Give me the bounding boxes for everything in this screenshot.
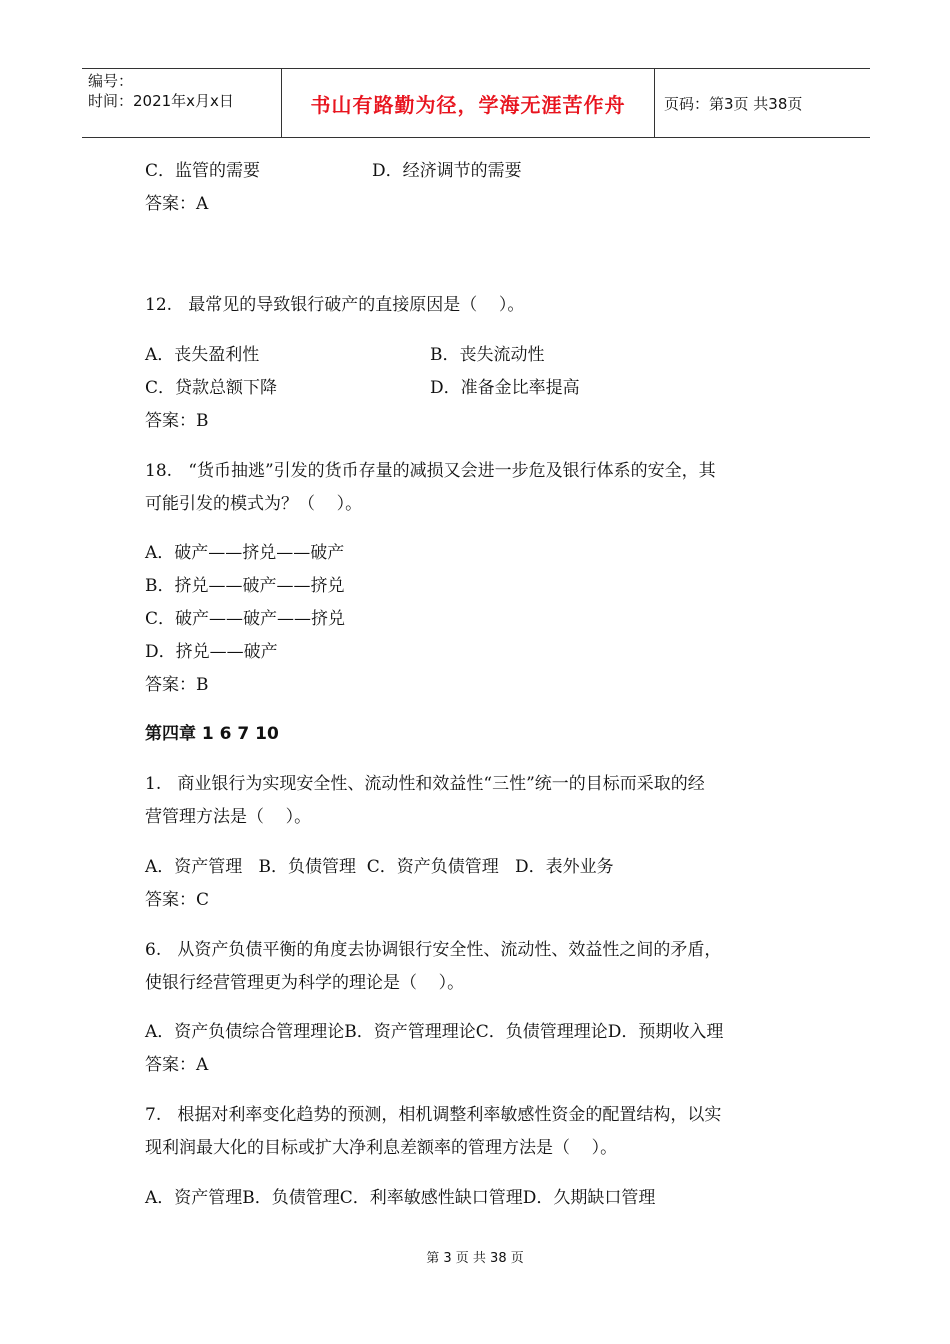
option-b: B．丧失流动性 [430, 345, 545, 365]
option-c: C．监管的需要 [145, 161, 261, 181]
answer: 答案：B [145, 675, 209, 695]
page-footer: 第 3 页 共 38 页 [426, 1251, 524, 1266]
question-stem-line2: 可能引发的模式为？（ ）。 [145, 494, 363, 514]
option-a: A．破产——挤兑——破产 [145, 543, 345, 563]
answer: 答案：C [145, 890, 210, 910]
chapter-heading: 第四章 1 6 7 10 [145, 724, 279, 744]
question-stem-line1: 18. “货币抽逃”引发的货币存量的减损又会进一步危及银行体系的安全，其 [145, 461, 716, 481]
answer: 答案：A [145, 194, 209, 214]
question-stem-line1: 1. 商业银行为实现安全性、流动性和效益性“三性”统一的目标而采取的经 [145, 774, 705, 794]
page-header [82, 68, 870, 138]
time-label: 时间：2021年x月x日 [88, 92, 234, 110]
header-info-cell [82, 69, 282, 137]
option-b: B．挤兑——破产——挤兑 [145, 576, 345, 596]
option-c: C．贷款总额下降 [145, 378, 278, 398]
option-d: D．经济调节的需要 [372, 161, 522, 181]
option-d: D．挤兑——破产 [145, 642, 278, 662]
number-label: 编号： [88, 72, 134, 90]
question-stem-line1: 7. 根据对利率变化趋势的预测，相机调整利率敏感性资金的配置结构，以实 [145, 1105, 722, 1125]
options: A．资产管理 B．负债管理 C．资产负债管理 D．表外业务 [145, 857, 614, 877]
question-stem-line2: 使银行经营管理更为科学的理论是（ ）。 [145, 973, 465, 993]
option-a: A．丧失盈利性 [145, 345, 260, 365]
question-stem: 12. 最常见的导致银行破产的直接原因是（ ）。 [145, 295, 525, 315]
options: A．资产负债综合管理理论B．资产管理理论C．负债管理理论D．预期收入理 [145, 1022, 724, 1042]
answer: 答案：B [145, 411, 209, 431]
options: A．资产管理B．负债管理C．利率敏感性缺口管理D．久期缺口管理 [145, 1188, 656, 1208]
motto: 书山有路勤为径，学海无涯苦作舟 [282, 69, 655, 137]
option-d: D．准备金比率提高 [430, 378, 580, 398]
page-info: 页码：第3页 共38页 [664, 94, 803, 113]
question-stem-line1: 6. 从资产负债平衡的角度去协调银行安全性、流动性、效益性之间的矛盾， [145, 940, 722, 960]
option-c: C．破产——破产——挤兑 [145, 609, 346, 629]
question-stem-line2: 现利润最大化的目标或扩大净利息差额率的管理方法是（ ）。 [145, 1138, 618, 1158]
answer: 答案：A [145, 1055, 209, 1075]
question-stem-line2: 营管理方法是（ ）。 [145, 807, 312, 827]
